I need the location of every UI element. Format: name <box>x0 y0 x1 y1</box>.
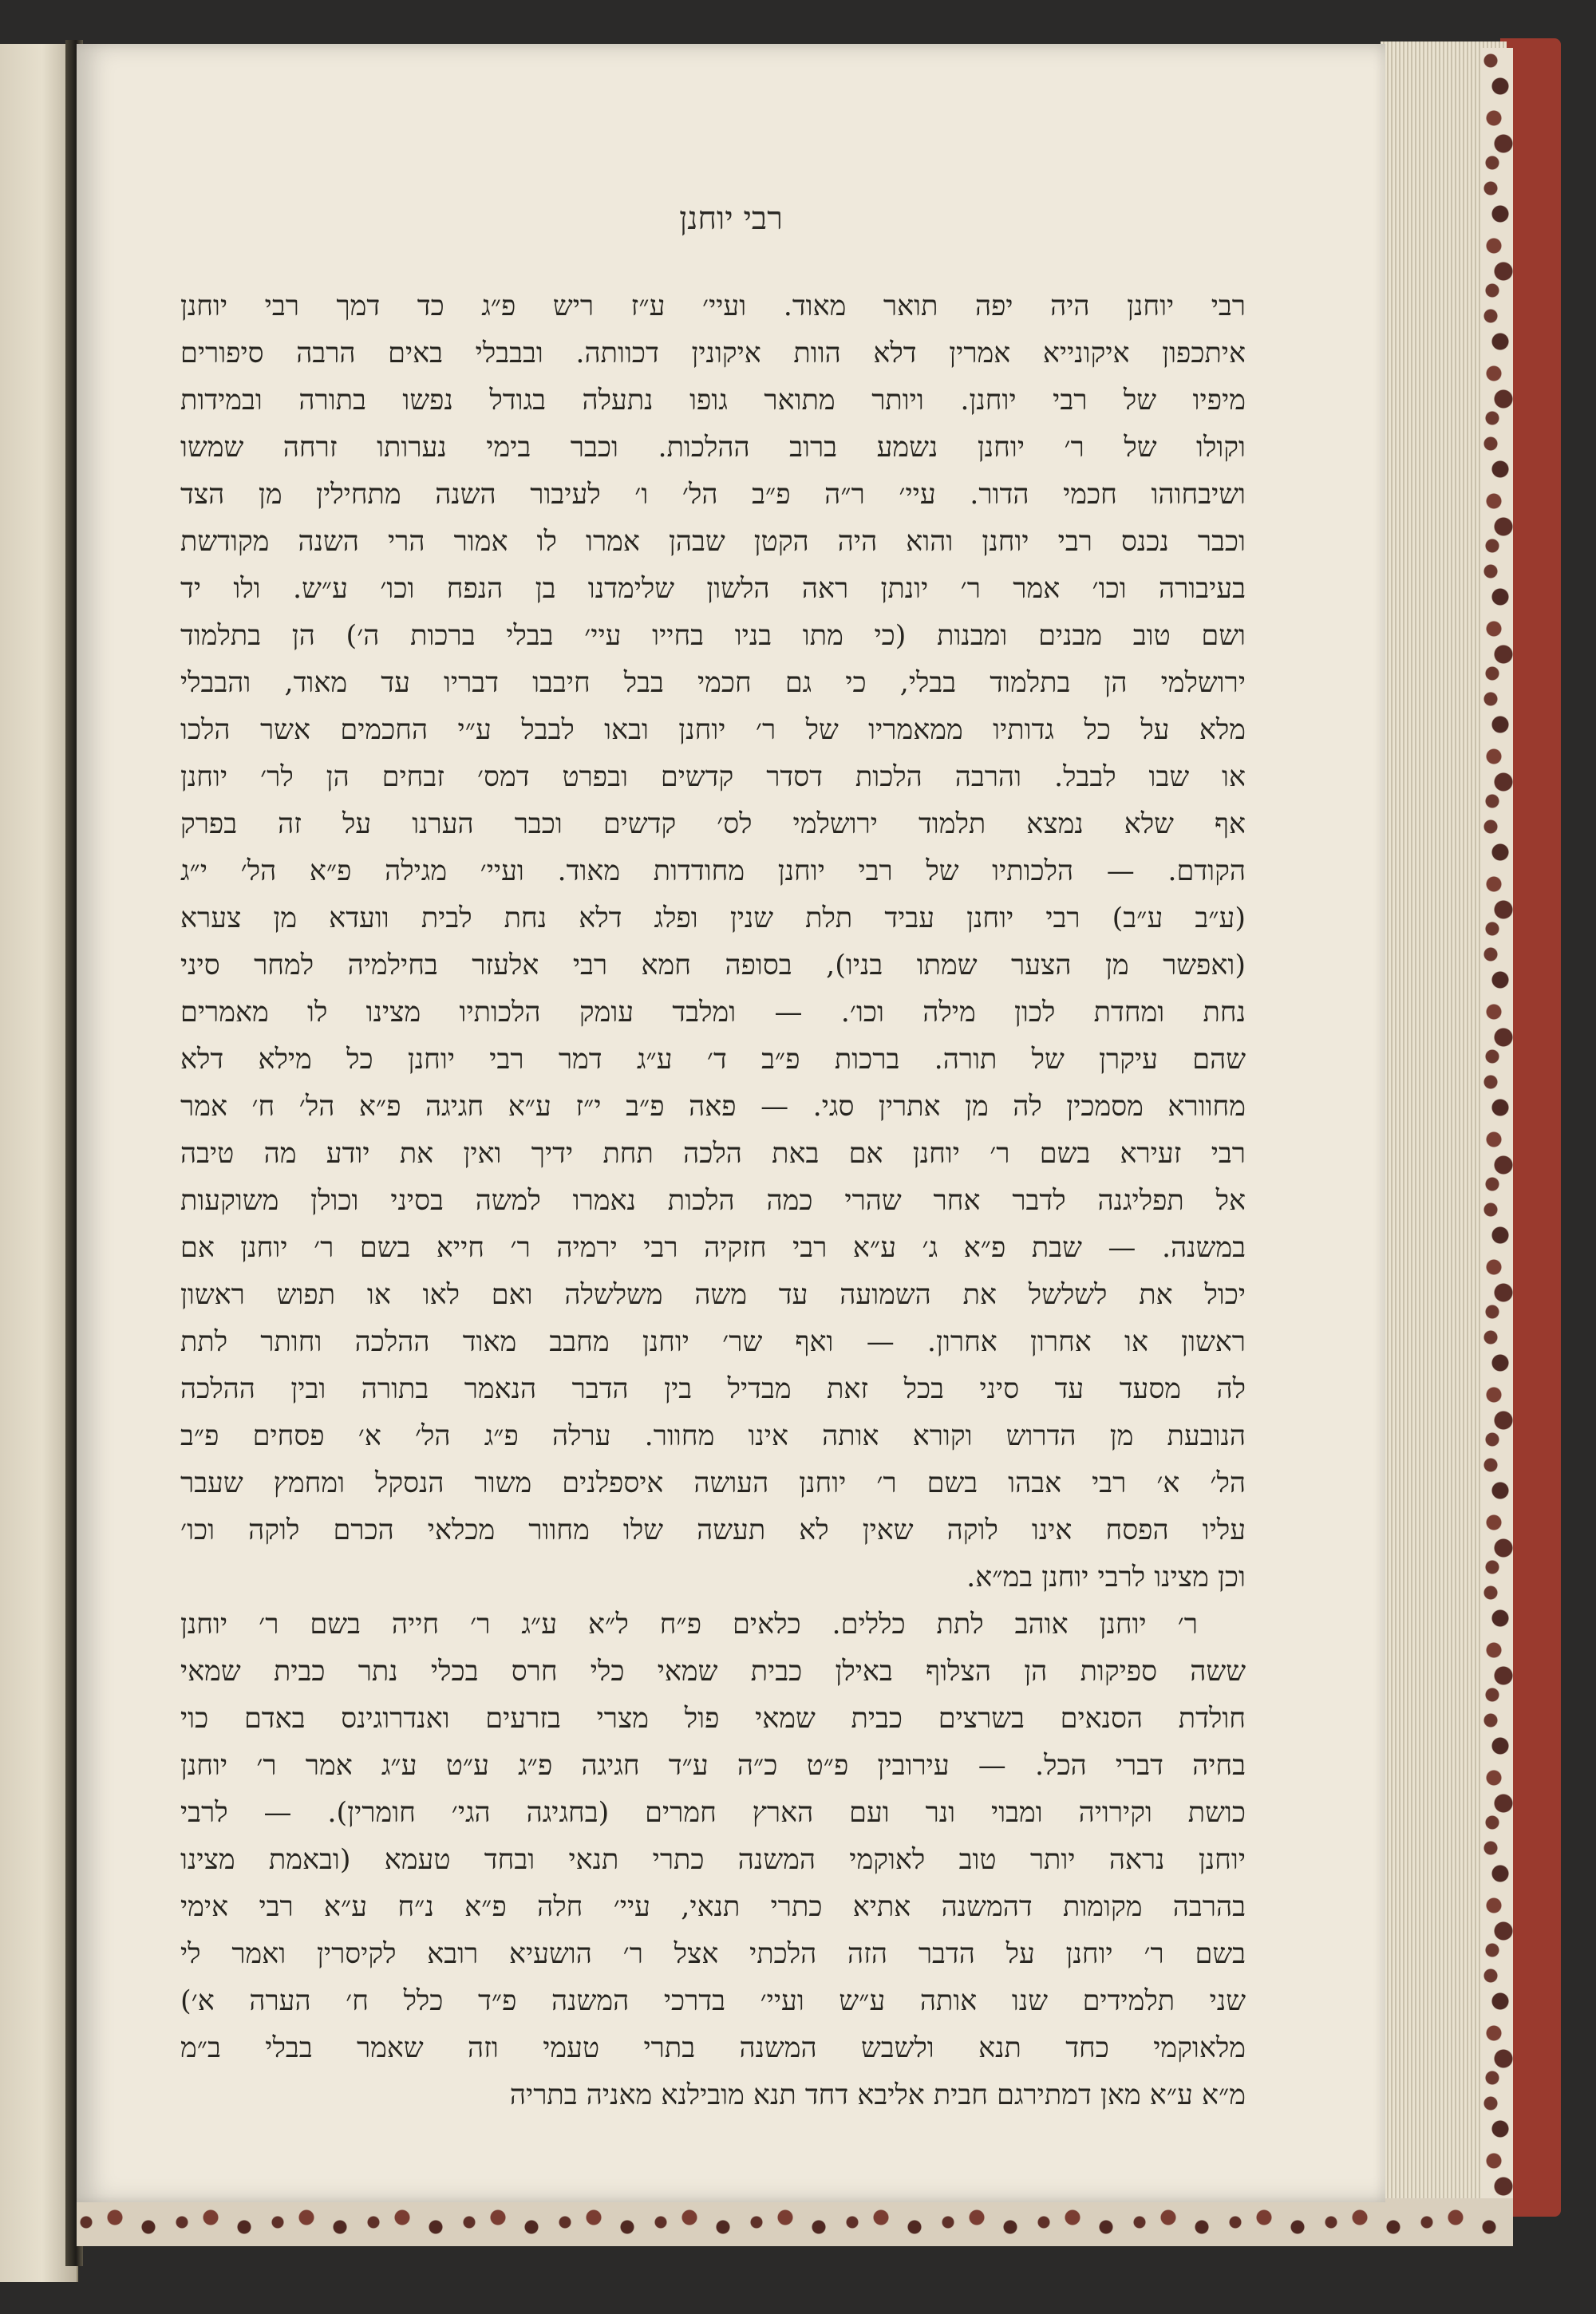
running-head: רבי יוחנן <box>679 200 783 237</box>
text-line: כושת וקירויה ומבוי ונר ועם הארץ חמרים (בחגיגה הגי׳ חומרין). — לרבי <box>180 1797 1246 1829</box>
text-line: ירושלמי הן בתלמוד בבלי, כי גם חכמי בבל חיבבו דבריו עד מאוד, והבבלי <box>180 667 1246 699</box>
text-line: ששה ספיקות הן הצלוף באילן כבית שמאי כלי חרס בכלי נתר כבית שמאי <box>180 1656 1246 1688</box>
book-page <box>77 44 1385 2202</box>
text-line: ושיבחוהו חכמי הדור. עיי׳ ר״ה פ״ב הל׳ ו׳ לעיבור השנה מתחילין מן הצד <box>180 479 1246 511</box>
text-line: וקולו של ר׳ יוחנן נשמע ברוב ההלכות. וכבר בימי נערותו זרחה שמשו <box>180 432 1246 464</box>
text-line: יוחנן נראה יותר טוב לאוקמי המשנה כתרי תנאי ובחד טעמא (ובאמת מצינו <box>180 1844 1246 1876</box>
text-line: בעיבורה וכו׳ אמר ר׳ יונתן ראה הלשון שלימדנו בן הנפח וכו׳ ע״ש. ולו יד <box>180 573 1246 605</box>
text-line: אל תפליגנה לדבר אחר שהרי כמה הלכות נאמרו למשה בסיני וכולן משוקעות <box>180 1185 1246 1217</box>
text-line: או שבו לבבל. והרבה הלכות דסדר קדשים ובפרט דמס׳ זבחים הן לר׳ יוחנן <box>180 761 1246 793</box>
text-line: יכול את לשלשל את השמועה עד משה משלשלה ואם לאו או תפוש ראשון <box>180 1279 1246 1311</box>
text-line: איתכפון איקונייא אמרין דלא הוות איקונין דכוותה. ובבבלי באים הרבה סיפורים <box>180 338 1246 369</box>
text-line: וכבר נכנס רבי יוחנן והוא היה הקטן שבהן אמרו לו אמור הרי השנה מקודשת <box>180 526 1246 558</box>
text-line: בהרבה מקומות דהמשנה אתיא כתרי תנאי, עיי׳ חלה פ״א נ״ח ע״א רבי אימי <box>180 1891 1246 1923</box>
text-line: חולדת הסנאים בשרצים כבית שמאי פול מצרי בזרעים ואנדרוגינס באדם כוי <box>180 1703 1246 1735</box>
text-line: הנובעת מן הדרוש וקורא אותה אינו מחוור. ערלה פ״ג הל׳ א׳ פסחים פ״ב <box>180 1420 1246 1452</box>
text-line: רבי יוחנן היה יפה תואר מאוד. ועיי׳ ע״ז ריש פ״ג כד דמך רבי יוחנן <box>180 290 1246 322</box>
text-line: (ואפשר מן הצער שמתו בניו), בסופה חמא רבי אלעזר בחילמיה למחר סיני <box>180 950 1246 981</box>
text-line: וכן מצינו לרבי יוחנן במ״א. <box>966 1562 1246 1593</box>
page-body-text <box>180 283 1246 2222</box>
text-line: עליו הפסח אינו לוקה שאין לא תעשה שלו מחוור מכלאי הכרם לוקה וכו׳ <box>180 1514 1246 1546</box>
text-line: מיפיו של רבי יוחנן. ויותר מתואר גופו נתעלה בגודל נפשו בתורה ובמידות <box>180 385 1246 417</box>
text-line: הל׳ א׳ רבי אבהו בשם ר׳ יוחנן העושה איספלנים משור הנסקל ומחמץ שעבר <box>180 1467 1246 1499</box>
text-line: ראשון או אחרון אחרון. — ואף שר׳ יוחנן מחבב מאוד ההלכה וחותר לתת <box>180 1326 1246 1358</box>
text-line: בשם ר׳ יוחנן על הדבר הזה הלכתי אצל ר׳ הושעיא רובא לקיסרין ואמר לי <box>180 1938 1246 1970</box>
text-line: הקודם. — הלכותיו של רבי יוחנן מחודדות מאוד. ועיי׳ מגילה פ״א הל׳ י״ג <box>180 855 1246 887</box>
text-line: מ״א ע״א מאן דמתירגם חבית אליבא דחד תנא מובילנא מאניה בתריה <box>509 2079 1246 2111</box>
text-line: לה מסעד עד סיני בכל זאת מבדיל בין הדבר הנאמר בתורה ובין ההלכה <box>180 1373 1246 1405</box>
text-line: ושם טוב מבנים ומבנות (כי מתו בניו בחייו עיי׳ בבלי ברכות ה׳) הן בתלמוד <box>180 620 1246 652</box>
text-line: נחת ומחדת לכון מילה וכו׳. — ומלבד עומק הלכותיו מצינו לו מאמרים <box>180 997 1246 1029</box>
text-line: (ע״ב ע״ב) רבי יוחנן עביד תלת שנין ופלג דלא נחת לבית וועדא מן צערא <box>180 902 1246 934</box>
text-line: מלאוקמי כחד תנא ולשבש המשנה בתרי טעמי וזה שאמר בבלי ב״מ <box>180 2032 1246 2064</box>
text-line: ר׳ יוחנן אוהב לתת כללים. כלאים פ״ח ל״א ע״ג ר׳ חייה בשם ר׳ יוחנן <box>180 1609 1198 1641</box>
text-line: בחיה דברי הכל. — עירובין פ״ט כ״ה ע״ד חגיגה פ״ג ע״ט ע״ג אמר ר׳ יוחנן <box>180 1750 1246 1782</box>
text-line: שני תלמידים שנו אותה ע״ש ועיי׳ בדרכי המשנה פ״ד כלל ח׳ הערה א׳) <box>180 1985 1246 2017</box>
text-line: שהם עיקרן של תורה. ברכות פ״ב ד׳ ע״ג דמר רבי יוחנן כל מילא דלא <box>180 1044 1246 1076</box>
text-line: רבי זעירא בשם ר׳ יוחנן אם באת הלכה תחת ידיך ואין את יודע מה טיבה <box>180 1138 1246 1170</box>
text-line: אף שלא נמצא תלמוד ירושלמי לס׳ קדשים וכבר הערנו על זה בפרק <box>180 808 1246 840</box>
text-line: מחוורא מסמכין לה מן אתרין סגי. — פאה פ״ב י״ז ע״א חגיגה פ״א הל׳ ח׳ אמר <box>180 1091 1246 1123</box>
marbled-fore-edge <box>1481 48 1513 2202</box>
text-line: מלא על כל גדותיו ממאמריו של ר׳ יוחנן ובאו לבבל ע״י החכמים אשר הלכו <box>180 714 1246 746</box>
text-line: במשנה. — שבת פ״א ג׳ ע״א רבי חזקיה רבי ירמיה ר׳ חייא בשם ר׳ יוחנן אם <box>180 1232 1246 1264</box>
